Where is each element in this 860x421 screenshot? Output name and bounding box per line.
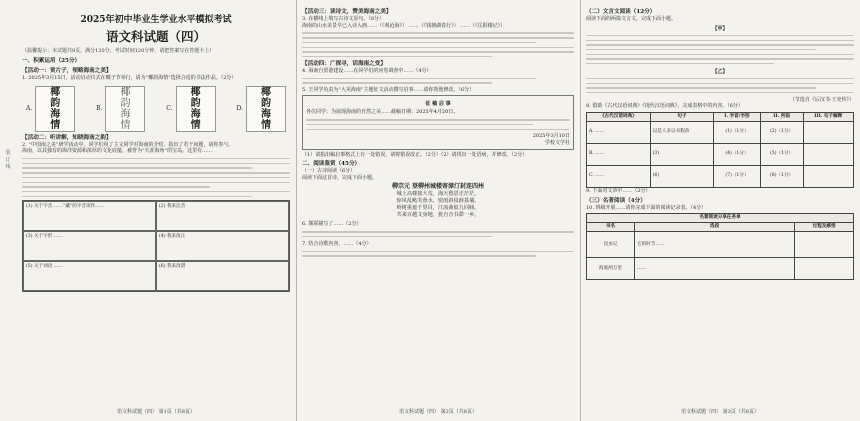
calligraphy-option-d — [236, 86, 286, 132]
binding-line-label: 装 订 线 — [5, 150, 11, 170]
section-3-heading: （三）名著阅读（4分） — [586, 197, 646, 204]
page-footer: 语文科试题（四） 第2页（共8页） — [399, 409, 477, 415]
exam-notice: （温馨提示：本试题共8页，满分120分，考试时间120分钟，请把答案写在答题卡上） — [22, 48, 215, 54]
question-4: 4. 海南自贸港建设……在同学们的问卷调查中……（4分） — [302, 67, 432, 74]
text-source: （节选自《后汉书·王充传》） — [789, 96, 854, 103]
poem — [302, 183, 574, 219]
answer-lines — [302, 251, 574, 257]
question-5-sub: （1）请指出稿启事格式上有一处错误，请将错误改正。（2分）（2）请找出一处语病，并修改。（2分） — [302, 151, 528, 158]
notice-title: 征 稿 启 事 — [425, 101, 451, 108]
poem-line: 岭树重遮千里目，江流曲似九回肠。 — [396, 205, 480, 212]
calligraphy-option-c — [166, 86, 215, 132]
text-b-label: 【乙】 — [712, 68, 728, 75]
grid-cell: (2) 我来注音 — [156, 201, 289, 231]
section-2-note: 阅读下面的两篇文言文，完成下面小题。 — [586, 16, 677, 22]
notice-box — [302, 95, 574, 149]
page-1 — [22, 6, 290, 415]
calligraphy-options — [26, 86, 286, 132]
activity-4-heading: 【活动四：广探寻，话海南之变】 — [302, 60, 386, 67]
exam-title: 2025年初中毕业生学业水平模拟考试 — [80, 15, 232, 25]
grid-cell: (6) 我来改错 — [156, 261, 289, 291]
page-footer: 语文科试题（四） 第1页（共8页） — [117, 409, 195, 415]
text-a-label: 【甲】 — [712, 25, 728, 32]
table-row: 海底两万里 …… — [587, 258, 854, 280]
question-3-lines: 海南的山水美景早已入诗入画……（《观沧海》） ……（《钱塘湖春行》） ……（《岳阳楼记》） — [302, 22, 506, 29]
table-row: A. …… 以是人多以书假余 (1)（1分） (2)（1分） — [587, 121, 854, 143]
question-8: 8. 借助《古代汉语词典》《现代汉语词典》，完成表格中的内容。（6分） — [586, 103, 744, 110]
text-a-lines — [586, 35, 854, 65]
notice-date: 2025年3月10日 — [532, 133, 570, 140]
table-header-row: 《古代汉语词典》 句子 I. 字音/字形 II. 所指 III. 句子解释 — [587, 112, 854, 121]
option-letter: B. — [96, 105, 103, 113]
calligraphy-option-b — [96, 86, 145, 132]
table-row: B. …… (3) (4)（1分） (5)（1分） — [587, 143, 854, 165]
notice-text-lines — [306, 119, 570, 130]
question-3: 3. 在横线上填写古诗文原句。（8分） — [302, 16, 385, 22]
part-2-heading: 二、阅读鉴赏（45分） — [302, 161, 361, 168]
question-10: 10. 班级开展……请你完成下面的阅读记录表。（4分） — [586, 204, 707, 211]
question-6: 6. 颔联描写了……（2分） — [302, 221, 362, 228]
activity-3-heading: 【活动三：读诗文，赞美海南之美】 — [302, 9, 392, 15]
option-letter: C. — [166, 105, 173, 113]
option-letter: A. — [26, 105, 33, 113]
page-footer: 语文科试题（四） 第3页（共8页） — [681, 409, 759, 415]
activity-1-heading: 【活动一：赏片子，领略海南之美】 — [22, 68, 112, 74]
section-1-note: 阅读下面这首诗，完成下面小题。 — [302, 174, 378, 181]
question-9: 9. 下面对文章中……（2分） — [586, 187, 651, 194]
calligraphy-image: 椰 韵 海 情 — [35, 86, 75, 132]
part-1-heading: 一、积累运用（25分） — [22, 58, 81, 64]
answer-lines — [302, 231, 574, 237]
calligraphy-image: 椰 韵 海 情 — [176, 86, 216, 132]
text-b-lines — [586, 78, 854, 93]
fill-in-lines — [302, 32, 574, 57]
grid-cell: (3) 关于字形 …… — [23, 231, 156, 261]
notice-org: 学校文学社 — [544, 140, 570, 147]
notice-body: 各位同学：为展现海南的自然之美……截稿日期：2025年4月20日。 — [306, 109, 459, 116]
column-divider — [296, 0, 297, 421]
question-1: 1. 2025年3月15日，活动启动仪式在椰子节举行，请为“椰韵海情”选择合适的书法作品。（2分） — [22, 75, 237, 81]
table-header-row: 书名 选段 过程及感悟 — [587, 223, 854, 232]
reading-table — [586, 213, 854, 280]
question-2-passage: 海南，以其独有的海洋资源和浓厚的文化底蕴，被誉为“天涯海角”的宝岛。这里有…… — [22, 148, 213, 155]
section-1-heading: （一）古诗阅读（6分） — [302, 168, 356, 175]
question-2: 2. “中国南之美”研学活动中，同学们用了主文同学对海南的介绍，指出了若干问题，请你参与。 — [22, 141, 234, 148]
exam-subtitle: 语文科试题（四） — [105, 29, 206, 44]
page-3 — [586, 6, 854, 415]
calligraphy-image: 椰 韵 海 情 — [246, 86, 286, 132]
poem-title: 柳宗元 登柳州城楼寄漳汀封连四州 — [391, 183, 485, 191]
option-letter: D. — [236, 105, 243, 113]
grid-cell: (4) 我来改正 — [156, 231, 289, 261]
column-divider — [580, 0, 581, 421]
grid-cell: (1) 关于字音 ……“藏”的字音读作…… — [23, 201, 156, 231]
poem-line: 城上高楼接大荒，海天愁思正茫茫。 — [396, 191, 480, 198]
page-2 — [302, 6, 574, 415]
passage-text-lines — [22, 158, 290, 197]
question-2-grid — [22, 200, 290, 292]
question-5: 5. 王同学负责为“大美海南”主题征文活动撰写启事……请你帮他修改。（6分） — [302, 86, 475, 93]
calligraphy-image: 椰 韵 海 情 — [105, 86, 145, 132]
question-8-table — [586, 112, 854, 188]
reading-table-title-row: 名著阅读分享任务单 — [587, 214, 854, 223]
answer-lines — [302, 78, 574, 84]
table-row: 昆虫记 它的时节…… — [587, 232, 854, 258]
table-row: C. …… (6) (7)（1分） (8)（1分） — [587, 165, 854, 187]
grid-cell: (5) 关于词语 …… — [23, 261, 156, 291]
activity-2-heading: 【活动二：听讲解，知晓海南之韵】 — [22, 134, 112, 141]
poem-line: 共来百越文身地，犹自音书滞一乡。 — [396, 212, 480, 219]
calligraphy-option-a — [26, 86, 75, 132]
section-2-heading: （二）文言文阅读（12分） — [586, 9, 656, 15]
question-7: 7. 结合诗歌内容，……（4分） — [302, 240, 372, 247]
poem-line: 惊风乱飐芙蓉水，密雨斜侵薜荔墙。 — [396, 198, 480, 205]
